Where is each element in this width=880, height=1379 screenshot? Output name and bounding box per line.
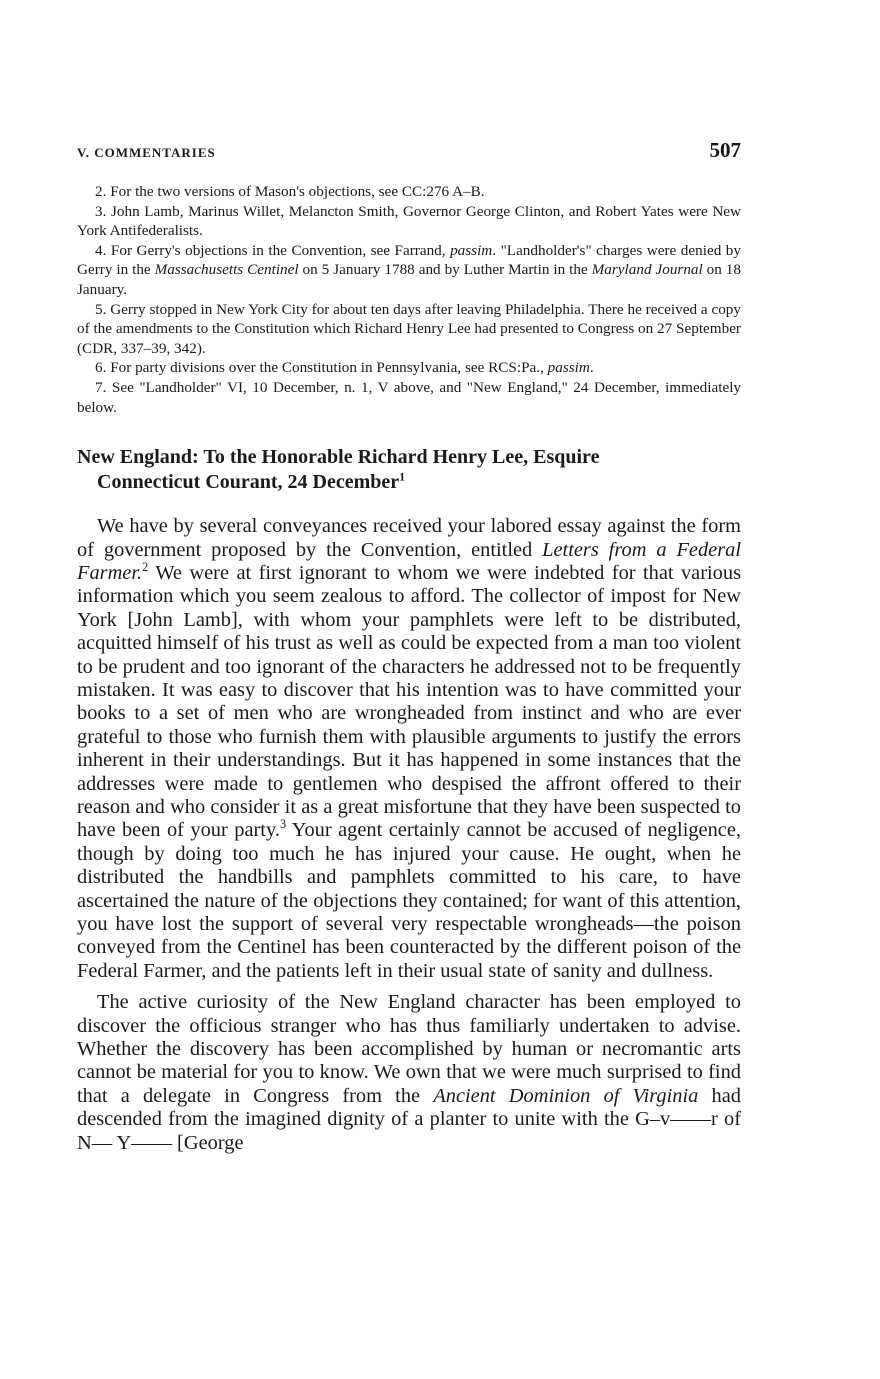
text-run: . bbox=[589, 359, 594, 377]
heading-title: New England: To the Honorable Richard Henry Lee, Esquire bbox=[77, 446, 600, 469]
footnote-number: 2. bbox=[95, 183, 107, 200]
heading-note-ref: 1 bbox=[399, 469, 406, 484]
footnote-number: 6. bbox=[95, 359, 107, 377]
text-run: For party divisions over the Constitution in Pennsylvania, see RCS:Pa., bbox=[110, 359, 548, 377]
footnote-number: 5. bbox=[95, 300, 107, 318]
italic-text: Letters from a Federal Farmer. bbox=[77, 538, 741, 584]
italic-text: Ancient Dominion of Virginia bbox=[433, 1084, 699, 1107]
footnote bbox=[77, 241, 741, 300]
text-run: Your agent certainly cannot be accused of negligence, though by doing too much he has injured your cause. He ought, when he distributed the handbills and pamphlets committed to his care, to have ascertained the nature of the objections they contained; for want of this attention, you have lost the support of several very respectable wrongheads—the poison conveyed from the Centinel has been counteracted by the different poison of the Federal Farmer, and the patients left in their usual state of sanity and dullness. bbox=[77, 819, 741, 982]
text-run: on 5 January 1788 and by Luther Martin in the bbox=[298, 261, 592, 279]
text-run: For Gerry's objections in the Convention, see Farrand, bbox=[110, 241, 451, 259]
document-body bbox=[77, 515, 741, 1155]
text-run: See "Landholder" VI, 10 December, n. 1, V above, and "New England," 24 December, immediately below. bbox=[77, 378, 742, 416]
document-heading bbox=[77, 445, 741, 495]
running-head bbox=[77, 138, 741, 174]
footnotes bbox=[77, 182, 741, 417]
text-run: For the two versions of Mason's objections, see CC:276 A–B. bbox=[110, 183, 485, 200]
text-run: The active curiosity of the New England character has been employed to discover the officious stranger who has thus familiarly undertaken to advise. Whether the discovery has been accomplished by human or necromantic arts cannot be material for you to know. We own that we were much surprised to find that a delegate in Congress from the bbox=[77, 991, 741, 1107]
italic-text: passim bbox=[450, 241, 493, 259]
text-run: John Lamb, Marinus Willet, Melancton Smith, Governor George Clinton, and Robert Yates were New York Antifederalists. bbox=[77, 202, 741, 240]
footnote-number: 7. bbox=[95, 378, 107, 396]
text-run: We have by several conveyances received your labored essay against the form of government proposed by the Convention, entitled bbox=[77, 515, 741, 561]
text-run: had descended from the imagined dignity of a planter to unite with the G–v——r of N— Y—— [George bbox=[77, 1084, 741, 1154]
note-reference: 2 bbox=[142, 560, 149, 575]
italic-text: Maryland Journal bbox=[591, 261, 703, 279]
text-run: We were at first ignorant to whom we were indebted for that various information which you seem zealous to afford. The collector of impost for New York [John Lamb], with whom your pamphlets were left to be distributed, acquitted himself of his trust as well as could be expected from a man too violent to be prudent and too ignorant of the characters he addressed not to be frequently mistaken. It was easy to discover that his intention was to have committed your books to a set of men who are wrongheaded from instinct and who are ever grateful to those who furnish them with plausible arguments to justify the errors inherent in their understandings. But it has happened in some instances that the addresses were made to gentlemen who despised the affront offered to their reason and who consider it as a great misfortune that they have been suspected to have been of your party. bbox=[77, 561, 741, 842]
note-reference: 3 bbox=[279, 817, 287, 832]
text-run: Gerry stopped in New York City for about ten days after leaving Philadelphia. There he received a copy of the amendments to the Constitution which Richard Henry Lee had presented to Congress on 27 September (CDR, 337–39, 342). bbox=[77, 300, 741, 357]
book-page bbox=[77, 138, 741, 1163]
italic-text: passim bbox=[547, 359, 590, 377]
body-paragraph bbox=[77, 515, 741, 983]
body-paragraph bbox=[77, 991, 741, 1155]
footnote bbox=[77, 378, 741, 417]
heading-source bbox=[77, 470, 741, 495]
section-title: V. COMMENTARIES bbox=[77, 145, 216, 160]
page-number: 507 bbox=[709, 138, 741, 162]
footnote-number: 3. bbox=[95, 202, 107, 220]
heading-source-text: Connecticut Courant, 24 December bbox=[97, 471, 400, 494]
text-run: on 18 January. bbox=[77, 261, 741, 298]
footnote-number: 4. bbox=[95, 241, 107, 259]
footnote bbox=[77, 358, 741, 378]
footnote bbox=[77, 182, 741, 202]
text-run: . "Landholder's" charges were denied by Gerry in the bbox=[77, 241, 741, 279]
footnote bbox=[77, 202, 741, 241]
italic-text: Massachusetts Centinel bbox=[154, 261, 299, 279]
footnote bbox=[77, 300, 741, 359]
